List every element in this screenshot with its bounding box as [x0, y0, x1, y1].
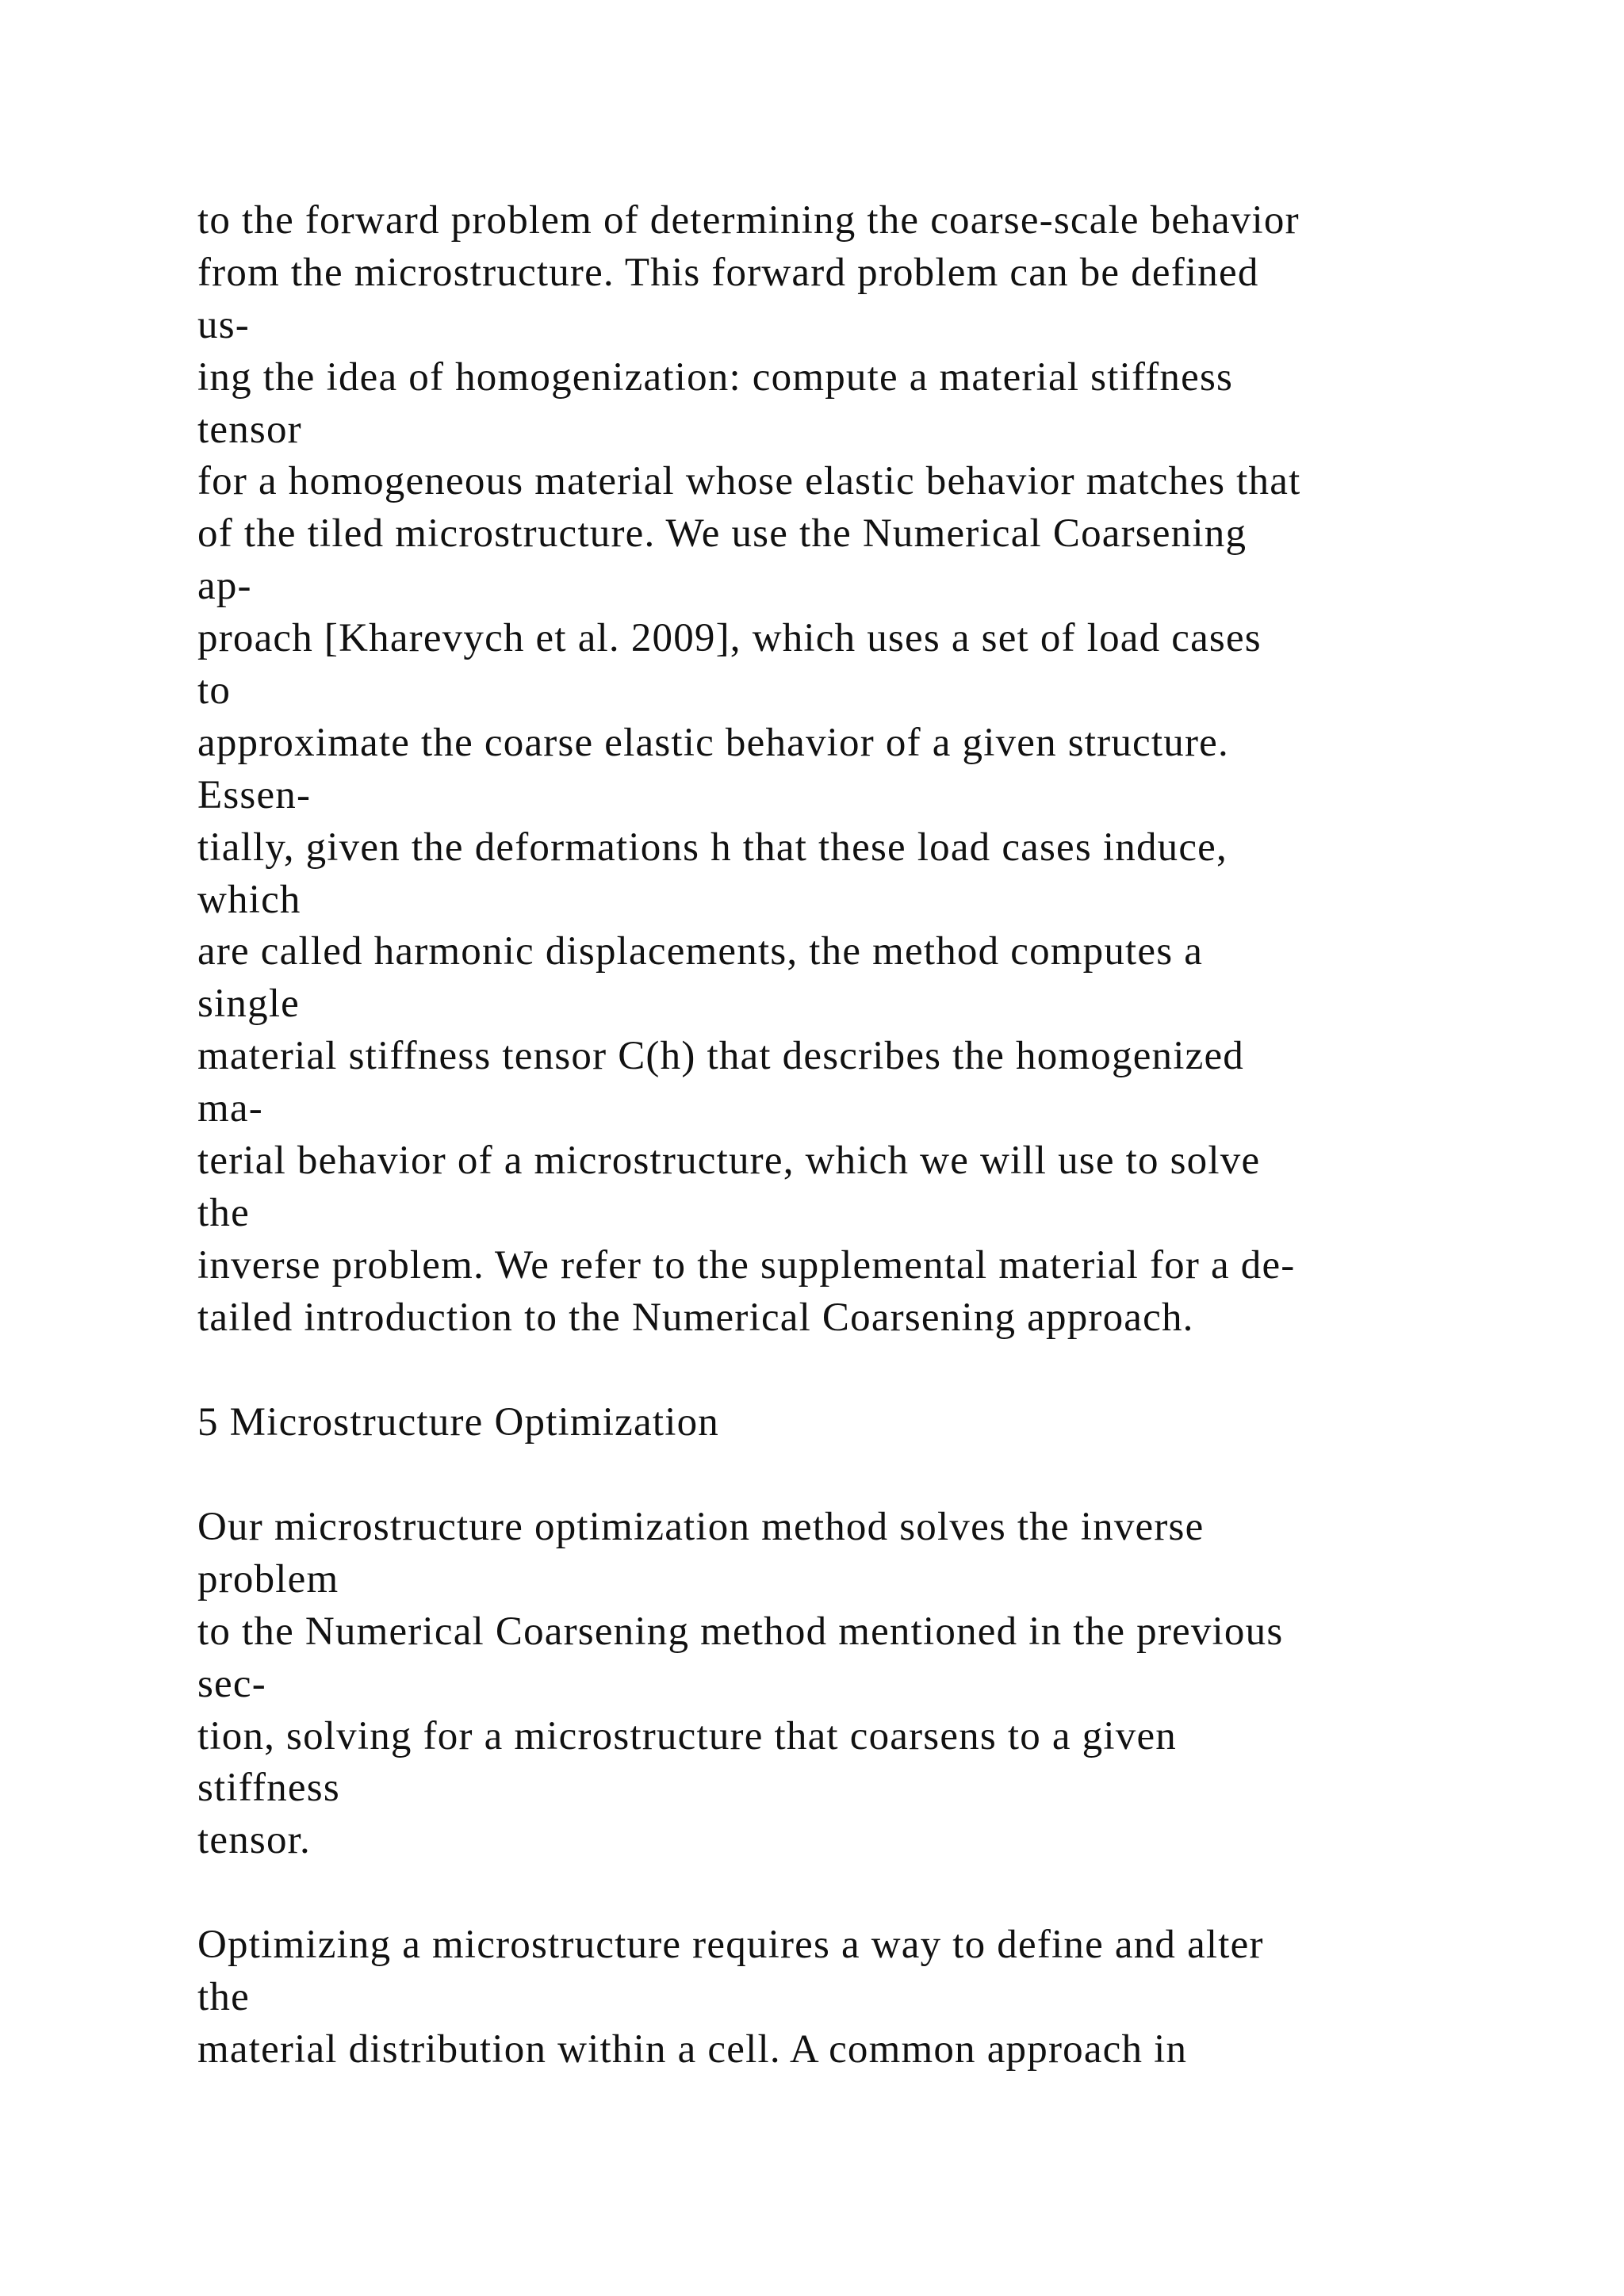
text-line: Our microstructure optimization method solves the inverse — [197, 1505, 1205, 1549]
text-line: are called harmonic displacements, the method computes a — [197, 929, 1204, 974]
text-line: of the tiled microstructure. We use the Numerical Coarsening — [197, 511, 1247, 557]
text-line: ap- — [197, 564, 252, 609]
text-line: to the forward problem of determining the coarse-scale behavior — [197, 198, 1300, 243]
section-heading — [197, 1397, 1545, 1449]
text-line: the — [197, 1190, 250, 1235]
paragraph-optimization-intro — [197, 1502, 1545, 1867]
text-line: Optimizing a microstructure requires a way to define and alter — [197, 1923, 1264, 1967]
text-line: ing the idea of homogenization: compute a material stiffness — [197, 354, 1234, 400]
text-line: inverse problem. We refer to the supplemental material for a de- — [197, 1242, 1296, 1288]
text-line: material stiffness tensor C(h) that describes the homogenized — [197, 1034, 1244, 1079]
text-line: tensor — [197, 407, 302, 452]
text-line: single — [197, 982, 301, 1027]
text-line: material distribution within a cell. A common approach in — [197, 2026, 1188, 2072]
text-line: tially, given the deformations h that these load cases induce, — [197, 825, 1228, 870]
text-line: to — [197, 668, 232, 714]
paragraph-homogenization — [197, 195, 1545, 1345]
text-line: Essen- — [197, 772, 312, 817]
text-line: ma- — [197, 1086, 263, 1131]
text-line: the — [197, 1974, 250, 2019]
text-line: for a homogeneous material whose elastic behavior matches that — [197, 459, 1301, 504]
text-line: to the Numerical Coarsening method mentioned in the previous — [197, 1609, 1284, 1654]
text-line: us- — [197, 302, 250, 347]
paragraph-material-distribution — [197, 1919, 1545, 2076]
text-line: problem — [197, 1556, 339, 1601]
section-title: 5 Microstructure Optimization — [197, 1400, 719, 1445]
text-line: terial behavior of a microstructure, which we will use to solve — [197, 1138, 1261, 1184]
text-line: tensor. — [197, 1818, 311, 1863]
text-line: tailed introduction to the Numerical Coarsening approach. — [197, 1295, 1194, 1340]
text-line: stiffness — [197, 1766, 340, 1811]
text-line: sec- — [197, 1661, 266, 1706]
text-line: approximate the coarse elastic behavior of a given structure. — [197, 720, 1229, 765]
text-line: from the microstructure. This forward problem can be defined — [197, 250, 1259, 295]
text-line: which — [197, 877, 301, 922]
text-line: tion, solving for a microstructure that coarsens to a given — [197, 1713, 1177, 1758]
text-line: proach [Kharevych et al. 2009], which uses a set of load cases — [197, 616, 1262, 661]
